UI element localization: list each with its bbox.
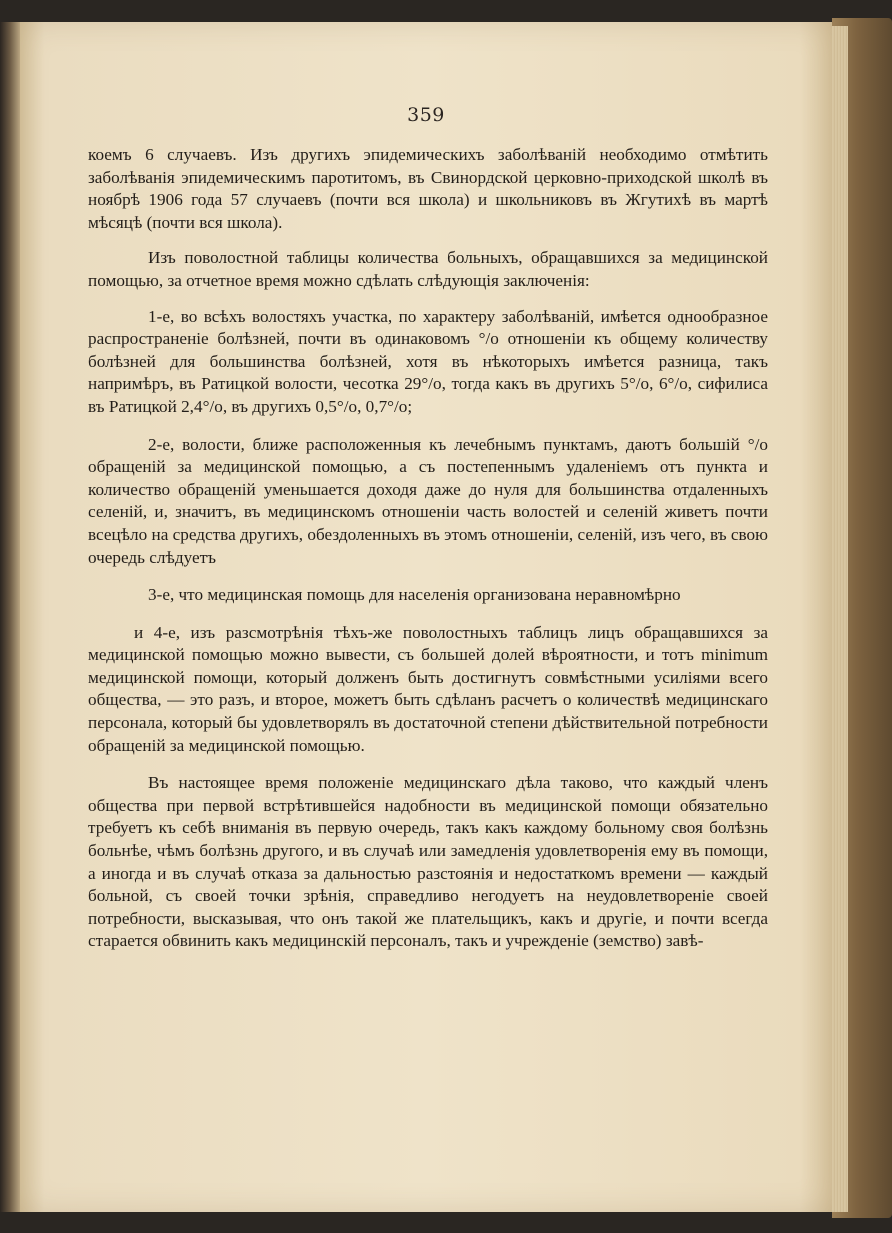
- page-edges: [830, 26, 848, 1212]
- paragraph-current-situation: Въ настоящее время положеніе медицинскаго дѣла таково, что каждый членъ общества при первой встрѣтившейся надобности въ медицинской помощи обязательно требуетъ къ себѣ вниманія въ первую очередь, такъ какъ каждому больному своя болѣзнь больнѣе, чѣмъ болѣзнь другого, и въ случаѣ или замедленія удовлетворенія ему въ помощи, а иногда и въ случаѣ отказа за дальностью разстоянія и недостаткомъ времени — каждый больной, съ своей точки зрѣнія, справедливо негодуетъ на неудовлетвореніе своей потребности, высказывая, что онъ такой же плательщикъ, какъ и другіе, и почти всегда старается обвинить какъ медицинскій персоналъ, такъ и учрежденіе (земство) завѣ-: [88, 773, 768, 951]
- body-text: [88, 144, 768, 953]
- page-number: 359: [407, 104, 445, 126]
- paragraph-conclusion-2: 2-е, волости, ближе расположенныя къ лечебнымъ пунктамъ, даютъ большій °/о обращеній за медицинской помощью, а съ постепеннымъ удаленіемъ отъ пункта и количество обращеній уменьшается доходя даже до нуля для большинства отдаленныхъ селеній, и, значитъ, въ медицинскомъ отношеніи часть волостей и селеній живетъ почти всецѣло на средства другихъ, обездоленныхъ въ этомъ отношеніи, селеній, изъ чего, въ свою очередь слѣдуетъ: [88, 434, 768, 567]
- page-sheet: [20, 22, 832, 1212]
- paragraph-intro-conclusions: Изъ поволостной таблицы количества больныхъ, обращавшихся за медицинской помощью, за отчетное время можно сдѣлать слѣдующія заключенія:: [88, 248, 768, 290]
- paragraph-continuation: коемъ 6 случаевъ. Изъ другихъ эпидемическихъ заболѣваній необходимо отмѣтить заболѣванія эпидемическимъ паротитомъ, въ Свинордской церковно-приходской школѣ въ ноябрѣ 1906 года 57 случаевъ (почти вся школа) и школьниковъ въ Жгутихѣ въ мартѣ мѣсяцѣ (почти вся школа).: [88, 145, 768, 232]
- book-binding: [0, 22, 22, 1212]
- paragraph-conclusion-1: 1-е, во всѣхъ волостяхъ участка, по характеру заболѣваній, имѣется однообразное распространеніе болѣзней, почти въ одинаковомъ °/о отношеніи къ общему количеству болѣзней для большинства болѣзней, хотя въ нѣкоторыхъ имѣется разница, такъ напримѣръ, въ Ратицкой волости, чесотка 29°/о, тогда какъ въ другихъ 5°/о, 6°/о, сифилиса въ Ратицкой 2,4°/о, въ другихъ 0,5°/о, 0,7°/о;: [88, 306, 768, 416]
- paragraph-conclusion-4: и 4-е, изъ разсмотрѣнія тѣхъ-же поволостныхъ таблицъ лицъ обращавшихся за медицинской помощью можно вывести, съ большей долей вѣроятности, и тотъ minimum медицинской помощи, который долженъ быть достигнутъ совмѣстными усиліями всего общества, — это разъ, и второе, можетъ быть сдѣланъ расчетъ о количествѣ медицинскаго персонала, который бы удовлетворялъ въ достаточной степени дѣйствительной потребности обращеній за медицинской помощью.: [88, 622, 768, 755]
- paragraph-conclusion-3: 3-е, что медицинская помощь для населенія организована неравномѣрно: [148, 585, 681, 605]
